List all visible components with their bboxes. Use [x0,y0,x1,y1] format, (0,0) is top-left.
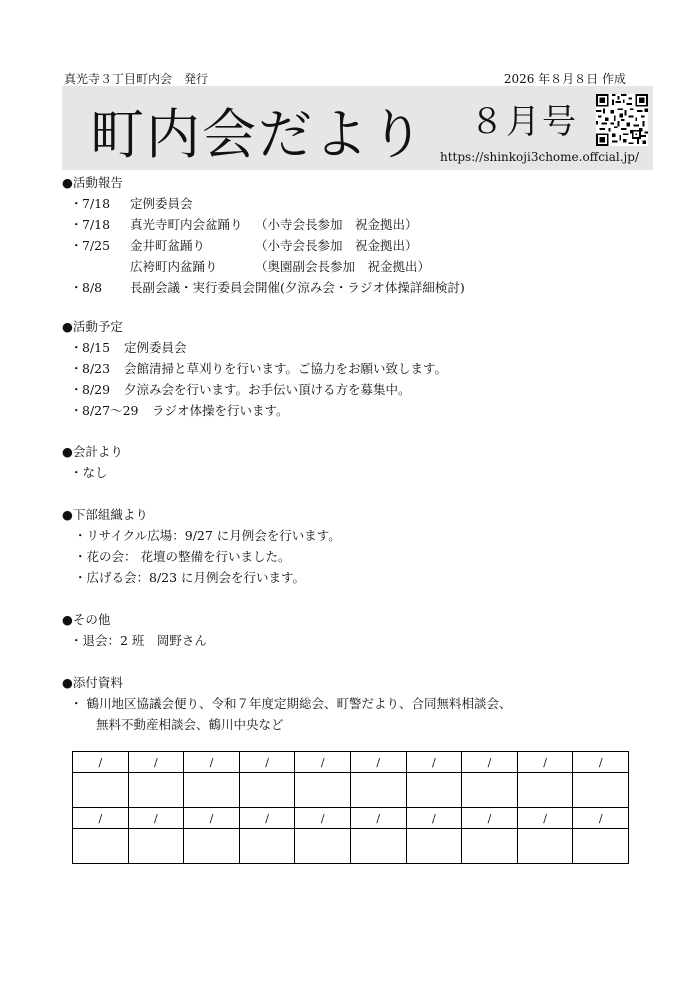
stamp-cell[interactable] [73,773,129,808]
item-date: 7/25 [82,238,111,253]
bullet: ・ [70,403,83,418]
date-cell[interactable]: / [350,752,406,773]
item-text: 夕涼み会を行います。お手伝い頂ける方を募集中。 [124,382,411,397]
publisher-label: 真光寺３丁目町内会 発行 [64,72,209,86]
item-text: 金井町盆踊り [130,238,206,253]
website-url[interactable]: https://shinkoji3chome.offcial.jp/ [439,150,639,164]
stamp-cell[interactable] [295,829,351,864]
newsletter-title: 町内会だより [90,103,426,166]
bullet: ・ [70,382,83,397]
issue-label: ８月号 [470,102,578,142]
list-item [62,256,642,277]
stamp-cell[interactable] [406,829,462,864]
other-section [62,609,642,651]
date-cell[interactable]: / [239,752,295,773]
item-text: 広袴町内盆踊り [130,259,218,274]
stamp-cell[interactable] [295,773,351,808]
list-item [62,337,642,358]
bullet: ・ [70,280,83,295]
date-cell[interactable]: / [406,752,462,773]
title-banner [62,86,653,170]
date-grid-table [72,751,629,864]
stamp-cell[interactable] [573,829,629,864]
list-item [62,400,642,421]
list-item [62,379,642,400]
date-cell[interactable]: / [573,752,629,773]
date-cell[interactable]: / [73,752,129,773]
stamp-cell[interactable] [573,773,629,808]
date-cell[interactable]: / [573,808,629,829]
stamp-cell[interactable] [128,829,184,864]
accounting-heading: ●会計より [62,444,123,459]
list-item [62,630,642,651]
date-cell[interactable]: / [517,808,573,829]
other-heading: ●その他 [62,612,111,627]
item-text: ・花の会： 花壇の整備を行いました。 [74,549,291,564]
list-item [62,525,642,546]
item-note: （小寺会長参加 祝金拠出） [255,238,418,253]
item-note: （小寺会長参加 祝金拠出） [255,217,418,232]
table-row [73,773,629,808]
list-item [62,235,642,256]
list-item [62,546,642,567]
qr-code-icon[interactable] [596,94,648,146]
stamp-cell[interactable] [350,829,406,864]
item-date: 8/8 [82,280,103,295]
bullet: ・ [70,217,83,232]
date-cell[interactable]: / [350,808,406,829]
accounting-section [62,441,642,483]
list-item [62,193,642,214]
attachments-heading: ●添付資料 [62,675,123,690]
item-date: 8/23 [82,361,111,376]
item-text: ・リサイクル広場：9/27 に月例会を行います。 [74,528,341,543]
attachments-section [62,672,642,735]
item-text: ラジオ体操を行います。 [152,403,289,418]
list-item [62,462,642,483]
item-date: 7/18 [82,196,111,211]
stamp-cell[interactable] [239,773,295,808]
stamp-cell[interactable] [406,773,462,808]
list-item [62,358,642,379]
item-date: 8/29 [82,382,111,397]
date-cell[interactable]: / [517,752,573,773]
table-row [73,752,629,773]
item-note: （奥園副会長参加 祝金拠出） [255,259,431,274]
item-date: 8/15 [82,340,111,355]
stamp-cell[interactable] [73,829,129,864]
date-cell[interactable]: / [239,808,295,829]
date-cell[interactable]: / [128,808,184,829]
sub-orgs-section [62,504,642,588]
list-item [62,214,642,235]
bullet: ・ [70,340,83,355]
stamp-cell[interactable] [517,829,573,864]
attachments-line-1: ・ 鶴川地区協議会便り、令和７年度定期総会、町警だより、合同無料相談会、 [70,696,512,711]
item-text: ・なし [70,465,108,480]
date-cell[interactable]: / [295,808,351,829]
date-cell[interactable]: / [462,808,518,829]
stamp-cell[interactable] [239,829,295,864]
table-row [73,808,629,829]
bullet: ・ [70,238,83,253]
date-cell[interactable]: / [462,752,518,773]
stamp-cell[interactable] [462,829,518,864]
bullet: ・ [70,361,83,376]
bullet: ・ [70,196,83,211]
activity-plan-heading: ●活動予定 [62,319,123,334]
item-date: 7/18 [82,217,111,232]
item-text: ・広げる会：8/23 に月例会を行います。 [74,570,306,585]
item-date: 8/27～29 [82,403,139,418]
sub-orgs-heading: ●下部組織より [62,507,148,522]
date-cell[interactable]: / [128,752,184,773]
table-row [73,829,629,864]
created-date: 2026 年８月８日 作成 [503,72,626,86]
item-text: 定例委員会 [130,196,193,211]
item-text: 定例委員会 [124,340,187,355]
item-text: 長副会議・実行委員会開催(夕涼み会・ラジオ体操詳細検討) [130,280,465,295]
item-text: 真光寺町内会盆踊り [130,217,243,232]
stamp-cell[interactable] [350,773,406,808]
attachments-line-2: 無料不動産相談会、鶴川中央など [96,717,284,732]
activity-report-section [62,172,642,298]
date-cell[interactable]: / [295,752,351,773]
stamp-cell[interactable] [184,829,240,864]
list-item [62,567,642,588]
stamp-cell[interactable] [128,773,184,808]
list-item [62,277,642,298]
date-cell[interactable]: / [184,808,240,829]
stamp-cell[interactable] [517,773,573,808]
item-text: ・退会：2 班 岡野さん [70,633,207,648]
stamp-cell[interactable] [462,773,518,808]
stamp-cell[interactable] [184,773,240,808]
activity-plan-section [62,316,642,421]
date-cell[interactable]: / [184,752,240,773]
date-cell[interactable]: / [406,808,462,829]
activity-report-heading: ●活動報告 [62,175,123,190]
item-text: 会館清掃と草刈りを行います。ご協力をお願い致します。 [124,361,448,376]
date-cell[interactable]: / [73,808,129,829]
